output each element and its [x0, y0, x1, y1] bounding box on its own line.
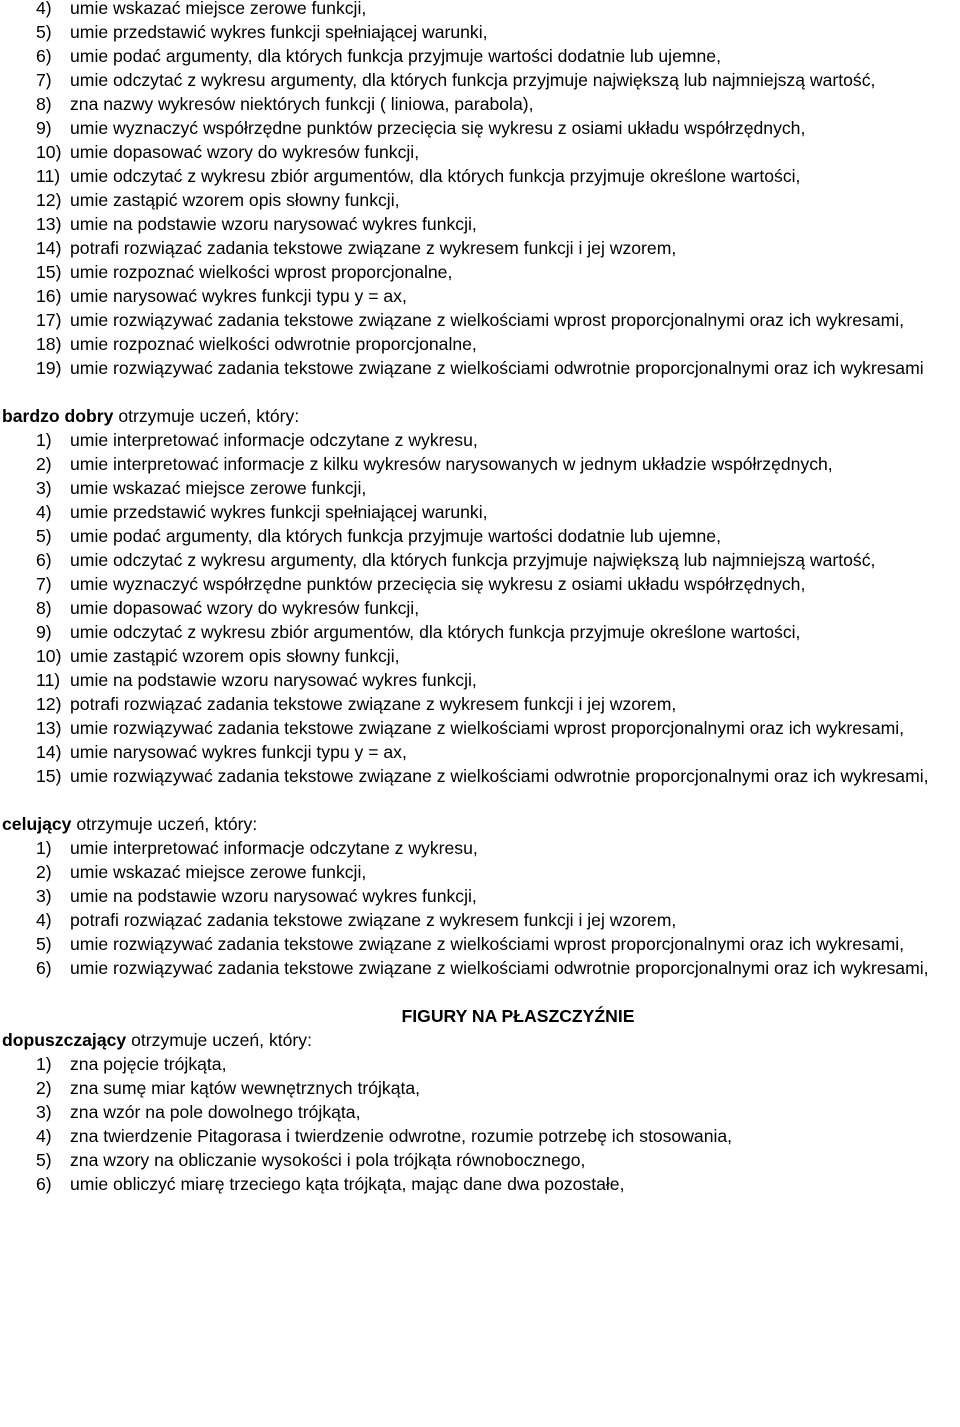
requirements-list-dopuszczajacy — [0, 1052, 960, 1196]
list-item-text: umie rozwiązywać zadania tekstowe związane z wielkościami odwrotnie proporcjonalnymi oraz ich wykresami, — [70, 766, 929, 786]
list-item — [0, 1076, 960, 1100]
list-item-text: umie rozwiązywać zadania tekstowe związane z wielkościami odwrotnie proporcjonalnymi oraz ich wykresami, — [70, 958, 929, 978]
list-item-number: 4) — [36, 0, 52, 18]
list-item-number: 7) — [36, 70, 52, 90]
list-item — [0, 932, 960, 956]
list-item-text: potrafi rozwiązać zadania tekstowe związane z wykresem funkcji i jej wzorem, — [70, 910, 677, 930]
list-item — [0, 548, 960, 572]
list-item — [0, 428, 960, 452]
list-item-number: 19) — [36, 358, 62, 378]
list-item — [0, 1052, 960, 1076]
list-item-text: umie wskazać miejsce zerowe funkcji, — [70, 862, 367, 882]
list-item-text: umie odczytać z wykresu zbiór argumentów, dla których funkcja przyjmuje określone wartości, — [70, 622, 801, 642]
list-item-text: zna wzór na pole dowolnego trójkąta, — [70, 1102, 361, 1122]
list-item-number: 13) — [36, 214, 62, 234]
list-item-text: umie odczytać z wykresu argumenty, dla których funkcja przyjmuje największą lub najmniejszą wartość, — [70, 550, 876, 570]
list-item-text: zna pojęcie trójkąta, — [70, 1054, 227, 1074]
grade-heading-rest: otrzymuje uczeń, który: — [71, 814, 258, 834]
list-item-text: potrafi rozwiązać zadania tekstowe związane z wykresem funkcji i jej wzorem, — [70, 694, 677, 714]
list-item-number: 9) — [36, 622, 52, 642]
list-item-number: 1) — [36, 430, 52, 450]
list-item-number: 5) — [36, 526, 52, 546]
list-item-number: 14) — [36, 238, 62, 258]
list-item — [0, 68, 960, 92]
list-item-number: 2) — [36, 1078, 52, 1098]
list-item-text: potrafi rozwiązać zadania tekstowe związane z wykresem funkcji i jej wzorem, — [70, 238, 677, 258]
list-item-number: 3) — [36, 1102, 52, 1122]
list-item-text: umie dopasować wzory do wykresów funkcji, — [70, 598, 420, 618]
list-item — [0, 524, 960, 548]
list-item — [0, 92, 960, 116]
list-item — [0, 572, 960, 596]
list-item-number: 4) — [36, 502, 52, 522]
list-item-number: 10) — [36, 646, 62, 666]
list-item-number: 1) — [36, 838, 52, 858]
list-item — [0, 1124, 960, 1148]
list-item — [0, 500, 960, 524]
list-item-text: umie przedstawić wykres funkcji spełniającej warunki, — [70, 22, 488, 42]
requirements-list-bardzo-dobry — [0, 428, 960, 788]
list-item — [0, 140, 960, 164]
list-item — [0, 884, 960, 908]
list-item-text: umie wskazać miejsce zerowe funkcji, — [70, 0, 367, 18]
list-item-number: 18) — [36, 334, 62, 354]
list-item-text: umie na podstawie wzoru narysować wykres funkcji, — [70, 886, 477, 906]
list-item — [0, 0, 960, 20]
list-item-number: 13) — [36, 718, 62, 738]
list-item-text: zna nazwy wykresów niektórych funkcji ( liniowa, parabola), — [70, 94, 534, 114]
list-item-number: 17) — [36, 310, 62, 330]
list-item — [0, 956, 960, 980]
grade-name: bardzo dobry — [2, 406, 114, 426]
list-item-number: 4) — [36, 910, 52, 930]
grade-heading-celujacy — [0, 812, 960, 836]
list-item — [0, 260, 960, 284]
list-item — [0, 20, 960, 44]
list-item — [0, 452, 960, 476]
list-item — [0, 236, 960, 260]
list-item-number: 6) — [36, 1174, 52, 1194]
list-item-text: zna wzory na obliczanie wysokości i pola trójkąta równobocznego, — [70, 1150, 586, 1170]
list-item-text: umie dopasować wzory do wykresów funkcji, — [70, 142, 420, 162]
grade-heading-rest: otrzymuje uczeń, który: — [126, 1030, 312, 1050]
list-item — [0, 668, 960, 692]
list-item-text: umie rozpoznać wielkości odwrotnie proporcjonalne, — [70, 334, 477, 354]
list-item-text: umie rozwiązywać zadania tekstowe związane z wielkościami odwrotnie proporcjonalnymi oraz ich wykresami — [70, 358, 924, 378]
spacer — [0, 380, 960, 404]
requirements-list-continued — [0, 0, 960, 380]
list-item-number: 2) — [36, 454, 52, 474]
list-item-text: umie zastąpić wzorem opis słowny funkcji, — [70, 646, 400, 666]
list-item — [0, 716, 960, 740]
list-item-number: 9) — [36, 118, 52, 138]
list-item-number: 8) — [36, 598, 52, 618]
list-item — [0, 620, 960, 644]
list-item-text: umie rozwiązywać zadania tekstowe związane z wielkościami wprost proporcjonalnymi oraz ich wykresami, — [70, 310, 905, 330]
list-item-text: umie rozpoznać wielkości wprost proporcjonalne, — [70, 262, 453, 282]
list-item-number: 5) — [36, 1150, 52, 1170]
list-item-text: umie odczytać z wykresu argumenty, dla których funkcja przyjmuje największą lub najmniejszą wartość, — [70, 70, 876, 90]
list-item-number: 5) — [36, 22, 52, 42]
list-item-number: 11) — [36, 166, 61, 186]
list-item — [0, 1100, 960, 1124]
spacer — [0, 980, 960, 1004]
list-item-text: umie interpretować informacje z kilku wykresów narysowanych w jednym układzie współrzędnych, — [70, 454, 833, 474]
list-item — [0, 764, 960, 788]
list-item-text: umie narysować wykres funkcji typu y = ax, — [70, 286, 407, 306]
grade-heading-rest: otrzymuje uczeń, który: — [113, 406, 300, 426]
list-item-number: 14) — [36, 742, 62, 762]
list-item-number: 11) — [36, 670, 61, 690]
list-item — [0, 284, 960, 308]
list-item-number: 6) — [36, 958, 52, 978]
list-item — [0, 644, 960, 668]
list-item-number: 4) — [36, 1126, 52, 1146]
list-item-text: umie podać argumenty, dla których funkcja przyjmuje wartości dodatnie lub ujemne, — [70, 46, 721, 66]
list-item-text: umie wyznaczyć współrzędne punktów przecięcia się wykresu z osiami układu współrzędnych, — [70, 118, 806, 138]
list-item — [0, 308, 960, 332]
list-item-text: umie rozwiązywać zadania tekstowe związane z wielkościami wprost proporcjonalnymi oraz ich wykresami, — [70, 718, 905, 738]
list-item — [0, 476, 960, 500]
list-item-text: umie interpretować informacje odczytane z wykresu, — [70, 430, 478, 450]
list-item-text: umie wyznaczyć współrzędne punktów przecięcia się wykresu z osiami układu współrzędnych, — [70, 574, 806, 594]
list-item — [0, 332, 960, 356]
list-item-number: 15) — [36, 262, 62, 282]
list-item — [0, 596, 960, 620]
spacer — [0, 788, 960, 812]
list-item-text: zna twierdzenie Pitagorasa i twierdzenie odwrotne, rozumie potrzebę ich stosowania, — [70, 1126, 733, 1146]
list-item — [0, 212, 960, 236]
list-item — [0, 836, 960, 860]
grade-heading-bardzo-dobry — [0, 404, 960, 428]
list-item — [0, 1148, 960, 1172]
list-item — [0, 356, 960, 380]
list-item-number: 12) — [36, 694, 62, 714]
list-item-number: 1) — [36, 1054, 52, 1074]
section-title: FIGURY NA PŁASZCZYŹNIE — [401, 1006, 635, 1026]
list-item-text: umie na podstawie wzoru narysować wykres funkcji, — [70, 670, 477, 690]
list-item-number: 15) — [36, 766, 62, 786]
list-item — [0, 1172, 960, 1196]
list-item-text: umie przedstawić wykres funkcji spełniającej warunki, — [70, 502, 488, 522]
grade-heading-dopuszczajacy — [0, 1028, 960, 1052]
grade-name: dopuszczający — [2, 1030, 127, 1050]
list-item-number: 5) — [36, 934, 52, 954]
list-item-text: umie podać argumenty, dla których funkcja przyjmuje wartości dodatnie lub ujemne, — [70, 526, 721, 546]
list-item-number: 12) — [36, 190, 62, 210]
list-item-number: 3) — [36, 886, 52, 906]
list-item — [0, 692, 960, 716]
list-item-number: 3) — [36, 478, 52, 498]
list-item-text: umie wskazać miejsce zerowe funkcji, — [70, 478, 367, 498]
list-item-text: umie narysować wykres funkcji typu y = ax, — [70, 742, 407, 762]
list-item — [0, 740, 960, 764]
list-item-text: umie odczytać z wykresu zbiór argumentów, dla których funkcja przyjmuje określone wartości, — [70, 166, 801, 186]
list-item-number: 8) — [36, 94, 52, 114]
list-item-text: umie interpretować informacje odczytane z wykresu, — [70, 838, 478, 858]
list-item-text: umie obliczyć miarę trzeciego kąta trójkąta, mając dane dwa pozostałe, — [70, 1174, 625, 1194]
list-item — [0, 164, 960, 188]
list-item-number: 10) — [36, 142, 62, 162]
list-item-text: umie zastąpić wzorem opis słowny funkcji, — [70, 190, 400, 210]
grade-name: celujący — [2, 814, 72, 834]
list-item — [0, 908, 960, 932]
list-item — [0, 44, 960, 68]
list-item — [0, 116, 960, 140]
requirements-list-celujacy — [0, 836, 960, 980]
list-item-text: umie rozwiązywać zadania tekstowe związane z wielkościami wprost proporcjonalnymi oraz ich wykresami, — [70, 934, 905, 954]
list-item-number: 6) — [36, 46, 52, 66]
list-item — [0, 860, 960, 884]
list-item — [0, 188, 960, 212]
list-item-text: zna sumę miar kątów wewnętrznych trójkąta, — [70, 1078, 421, 1098]
list-item-number: 7) — [36, 574, 52, 594]
list-item-number: 6) — [36, 550, 52, 570]
list-item-number: 16) — [36, 286, 62, 306]
list-item-text: umie na podstawie wzoru narysować wykres funkcji, — [70, 214, 477, 234]
list-item-number: 2) — [36, 862, 52, 882]
